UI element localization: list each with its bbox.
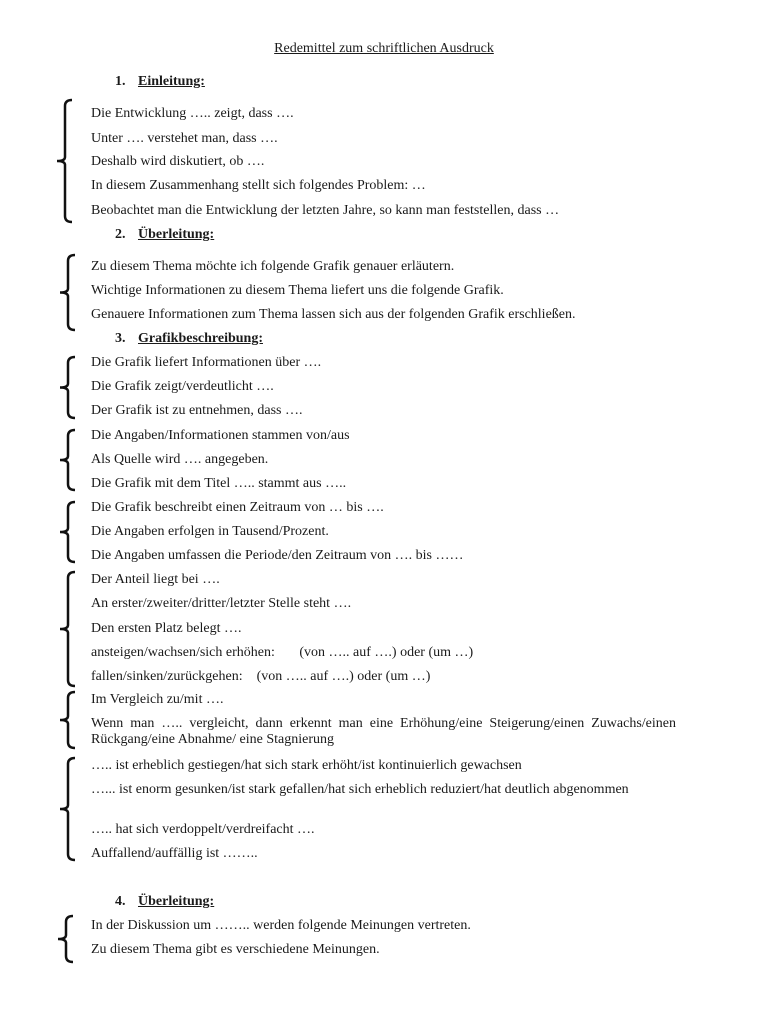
phrase: Beobachtet man die Entwicklung der letzten Jahre, so kann man feststellen, dass …	[91, 203, 560, 218]
section-label: Überleitung:	[138, 227, 215, 242]
phrase: Als Quelle wird …. angegeben.	[91, 452, 269, 467]
curly-brace	[58, 916, 73, 962]
phrase: ….. ist erheblich gestiegen/hat sich stark erhöht/ist kontinuierlich gewachsen	[91, 758, 522, 773]
phrase: Zu diesem Thema gibt es verschiedene Meinungen.	[91, 942, 380, 957]
phrase: Die Grafik beschreibt einen Zeitraum von … bis ….	[91, 500, 384, 515]
phrase: Die Angaben/Informationen stammen von/aus	[91, 428, 350, 443]
section-number: 2.	[115, 227, 126, 242]
phrase: Die Grafik liefert Informationen über ….	[91, 355, 322, 370]
phrase: fallen/sinken/zurückgehen: (von ….. auf ….) oder (um …)	[91, 669, 431, 684]
phrase: In diesem Zusammenhang stellt sich folgendes Problem: …	[91, 178, 426, 193]
phrase: Die Grafik mit dem Titel ….. stammt aus …..	[91, 476, 347, 491]
phrase: Deshalb wird diskutiert, ob ….	[91, 154, 265, 169]
phrase: ansteigen/wachsen/sich erhöhen: (von ….. auf ….) oder (um …)	[91, 645, 474, 660]
phrase: Den ersten Platz belegt ….	[91, 621, 242, 636]
phrase: Zu diesem Thema möchte ich folgende Grafik genauer erläutern.	[91, 259, 455, 274]
phrase: Wichtige Informationen zu diesem Thema liefert uns die folgende Grafik.	[91, 283, 504, 298]
curly-brace	[57, 100, 72, 222]
section-label: Grafikbeschreibung:	[138, 331, 263, 346]
phrase: Der Grafik ist zu entnehmen, dass ….	[91, 403, 303, 418]
phrase: Die Entwicklung ….. zeigt, dass ….	[91, 106, 294, 121]
curly-brace	[60, 502, 75, 562]
curly-brace	[60, 758, 75, 860]
section-number: 1.	[115, 74, 126, 89]
phrase: Genauere Informationen zum Thema lassen sich aus der folgenden Grafik erschließen.	[91, 307, 576, 322]
curly-brace	[60, 255, 75, 330]
phrase: Der Anteil liegt bei ….	[91, 572, 220, 587]
document-title: Redemittel zum schriftlichen Ausdruck	[274, 41, 494, 56]
phrase: An erster/zweiter/dritter/letzter Stelle steht ….	[91, 596, 352, 611]
phrase: …... ist enorm gesunken/ist stark gefallen/hat sich erheblich reduziert/hat deutlich abgenommen	[91, 782, 629, 797]
phrase: ….. hat sich verdoppelt/verdreifacht ….	[91, 822, 315, 837]
phrase: Wenn man ….. vergleicht, dann erkennt man eine Erhöhung/eine Steigerung/einen Zuwachs/einen Rückgang/eine Abnahme/ eine Stagnierung	[91, 716, 676, 747]
curly-brace	[60, 430, 75, 490]
phrase: Im Vergleich zu/mit ….	[91, 692, 224, 707]
section-number: 3.	[115, 331, 126, 346]
curly-brace	[60, 692, 75, 748]
section-number: 4.	[115, 894, 126, 909]
phrase: Auffallend/auffällig ist ……..	[91, 846, 258, 861]
curly-brace	[60, 357, 75, 418]
section-label: Einleitung:	[138, 74, 205, 89]
phrase: Die Angaben erfolgen in Tausend/Prozent.	[91, 524, 329, 539]
section-label: Überleitung:	[138, 894, 215, 909]
phrase: Unter …. verstehet man, dass ….	[91, 131, 278, 146]
phrase: Die Grafik zeigt/verdeutlicht ….	[91, 379, 274, 394]
phrase: In der Diskussion um …….. werden folgende Meinungen vertreten.	[91, 918, 471, 933]
curly-brace	[60, 572, 75, 686]
phrase: Die Angaben umfassen die Periode/den Zeitraum von …. bis ……	[91, 548, 464, 563]
